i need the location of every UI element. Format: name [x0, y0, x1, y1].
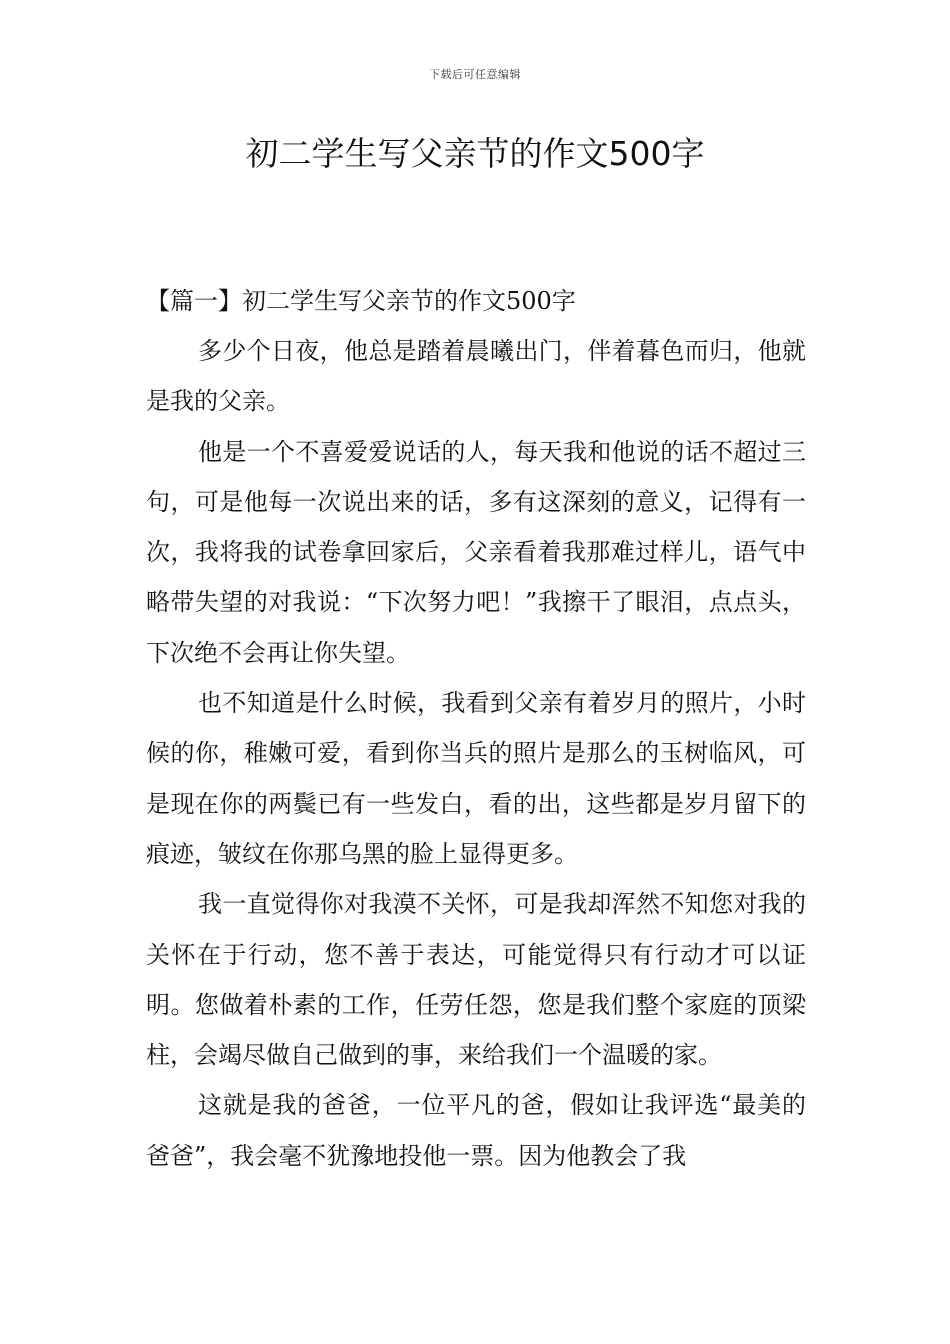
- paragraph-4: 我一直觉得你对我漠不关怀，可是我却浑然不知您对我的关怀在于行动，您不善于表达，可能觉得只有行动才可以证明。您做着朴素的工作，任劳任怨，您是我们整个家庭的顶梁柱，会竭尽做自己做到的事，来给我们一个温暖的家。: [146, 890, 806, 1070]
- document-title: 初二学生写父亲节的作文500字: [245, 134, 705, 173]
- section-heading: 【篇一】初二学生写父亲节的作文500字: [146, 287, 576, 315]
- paragraph-5: 这就是我的爸爸，一位平凡的爸，假如让我评选“最美的爸爸”，我会毫不犹豫地投他一票。因为他教会了我: [146, 1091, 806, 1170]
- header-note: 下载后可任意编辑: [429, 68, 521, 81]
- paragraph-1: 多少个日夜，他总是踏着晨曦出门，伴着暮色而归，他就是我的父亲。: [146, 337, 806, 416]
- paragraph-3: 也不知道是什么时候，我看到父亲有着岁月的照片，小时候的你，稚嫩可爱，看到你当兵的照片是那么的玉树临风，可是现在你的两鬓已有一些发白，看的出，这些都是岁月留下的痕迹，皱纹在你那乌黑的脸上显得更多。: [146, 689, 806, 868]
- paragraph-2: 他是一个不喜爱爱说话的人，每天我和他说的话不超过三句，可是他每一次说出来的话，多有这深刻的意义，记得有一次，我将我的试卷拿回家后，父亲看着我那难过样儿，语气中略带失望的对我说：“下次努力吧！”我擦干了眼泪，点点头，下次绝不会再让你失望。: [146, 437, 806, 667]
- document-body: [146, 276, 806, 1181]
